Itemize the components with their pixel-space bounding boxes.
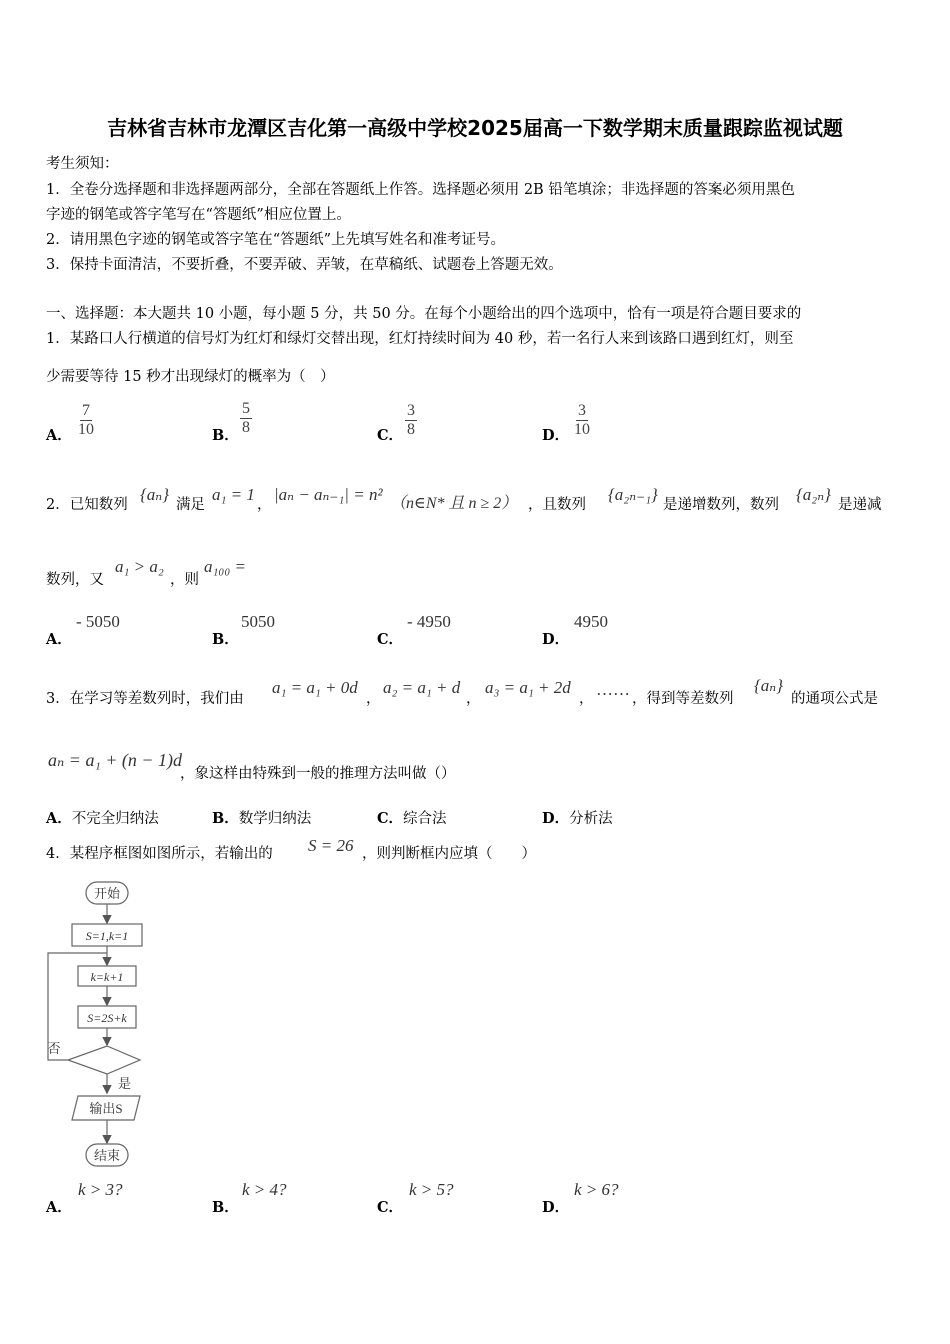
flow-end-label: 结束 [93,1148,121,1163]
q2-stem-3: ， [257,497,272,513]
notice-item-1: 1．全卷分选择题和非选择题两部分，全部在答题纸上作答。选择题必须用 2B 铅笔填涂；非选择题的答案必须用黑色 [46,182,795,198]
q3-stem-4: ，象这样由特殊到一般的推理方法叫做（） [180,766,456,782]
q4-option-b[interactable]: B． k > 4? [212,1180,287,1216]
fraction: $\frac{7}{10}$ [78,402,94,438]
math-expr: S = 26 [308,836,354,855]
q2-stem-7: 数列，又 [46,572,104,588]
flow-step2-label: S=2S+k [87,1011,127,1025]
q3-stem-1: 3．在学习等差数列时，我们由 [46,691,244,707]
math-expr: {a₂ₙ} [796,485,831,504]
q4-stem-1: 4．某程序框图如图所示，若输出的 [46,846,273,862]
q1-stem-cont: 少需要等待 15 秒才出现绿灯的概率为（ ） [46,369,335,385]
notice-item-2: 2．请用黑色字迹的钢笔或答字笔在“答题纸”上先填写姓名和准考证号。 [46,232,506,248]
fraction: $\frac{5}{8}$ [242,400,250,436]
math-expr: …… [596,680,630,699]
q2-stem-5: 是递增数列，数列 [663,497,779,513]
math-expr: {a₂ₙ₋₁} [608,485,658,504]
q2-option-c[interactable]: C． - 4950 [377,612,451,648]
q2-stem-1: 2．已知数列 [46,497,128,513]
q4-stem-2: ，则判断框内应填（ ） [362,846,536,862]
math-expr: |aₙ − aₙ₋₁| = n² [274,485,383,504]
q2-option-b[interactable]: B． 5050 [212,612,275,648]
q4-option-d[interactable]: D． k > 6? [542,1180,619,1216]
fraction: $\frac{3}{8}$ [407,402,415,438]
q3-stem-2: ，得到等差数列 [632,691,734,707]
page-title: 吉林省吉林市龙潭区吉化第一高级中学校2025届高一下数学期末质量跟踪监视试题 [107,116,843,140]
math-expr: a₁₀₀ = [204,557,246,576]
flow-output-label: 输出S [89,1101,123,1116]
q3-stem-3: 的通项公式是 [791,691,878,707]
flow-start-label: 开始 [93,886,121,901]
flow-yes-label: 是 [118,1076,132,1091]
math-expr: aₙ = a₁ + (n − 1)d [48,750,182,770]
fraction: $\frac{3}{10}$ [574,402,590,438]
notice-item-3: 3．保持卡面清洁，不要折叠，不要弄破、弄皱，在草稿纸、试题卷上答题无效。 [46,257,563,273]
math-expr: a₃ = a₁ + 2d [485,678,571,697]
math-expr: a₁ = 1 [212,485,255,504]
flow-step1-label: k=k+1 [90,970,124,984]
math-expr: a₁ > a₂ [115,557,164,576]
flow-decision-shape [68,1046,140,1074]
q3-option-b[interactable]: B．数学归纳法 [212,810,312,827]
math-expr: {aₙ} [754,676,783,695]
q4-option-c[interactable]: C． k > 5? [377,1180,454,1216]
flow-no-label: 否 [47,1041,61,1056]
notice-item-1-cont: 字迹的钢笔或答字笔写在“答题纸”相应位置上。 [46,207,351,223]
q2-option-d[interactable]: D． 4950 [542,612,608,648]
q3-option-c[interactable]: C．综合法 [377,810,447,827]
notice-heading: 考生须知： [46,156,119,172]
math-expr: {aₙ} [140,485,169,504]
flowchart [40,872,160,1172]
q2-option-a[interactable]: A． - 5050 [46,612,120,648]
flow-init-label: S=1,k=1 [85,929,129,943]
q2-stem-6: 是递减 [838,497,882,513]
section-heading: 一、选择题：本大题共 10 小题，每小题 5 分，共 50 分。在每个小题给出的四个选项中，恰有一项是符合题目要求的 [46,306,802,322]
q2-stem-4: ，且数列 [528,497,586,513]
q3-option-d[interactable]: D．分析法 [542,810,613,827]
math-expr: a₂ = a₁ + d [383,678,461,697]
q3-option-a[interactable]: A．不完全归纳法 [46,810,159,827]
q1-stem: 1．某路口人行横道的信号灯为红灯和绿灯交替出现，红灯持续时间为 40 秒，若一名行人来到该路口遇到红灯，则至 [46,331,794,347]
math-expr: （n∈N* 且 n ≥ 2） [390,495,518,512]
q2-stem-2: 满足 [176,497,205,513]
math-expr: a₁ = a₁ + 0d [272,678,358,697]
q4-option-a[interactable]: A． k > 3? [46,1180,123,1216]
q2-stem-8: ，则 [170,572,199,588]
